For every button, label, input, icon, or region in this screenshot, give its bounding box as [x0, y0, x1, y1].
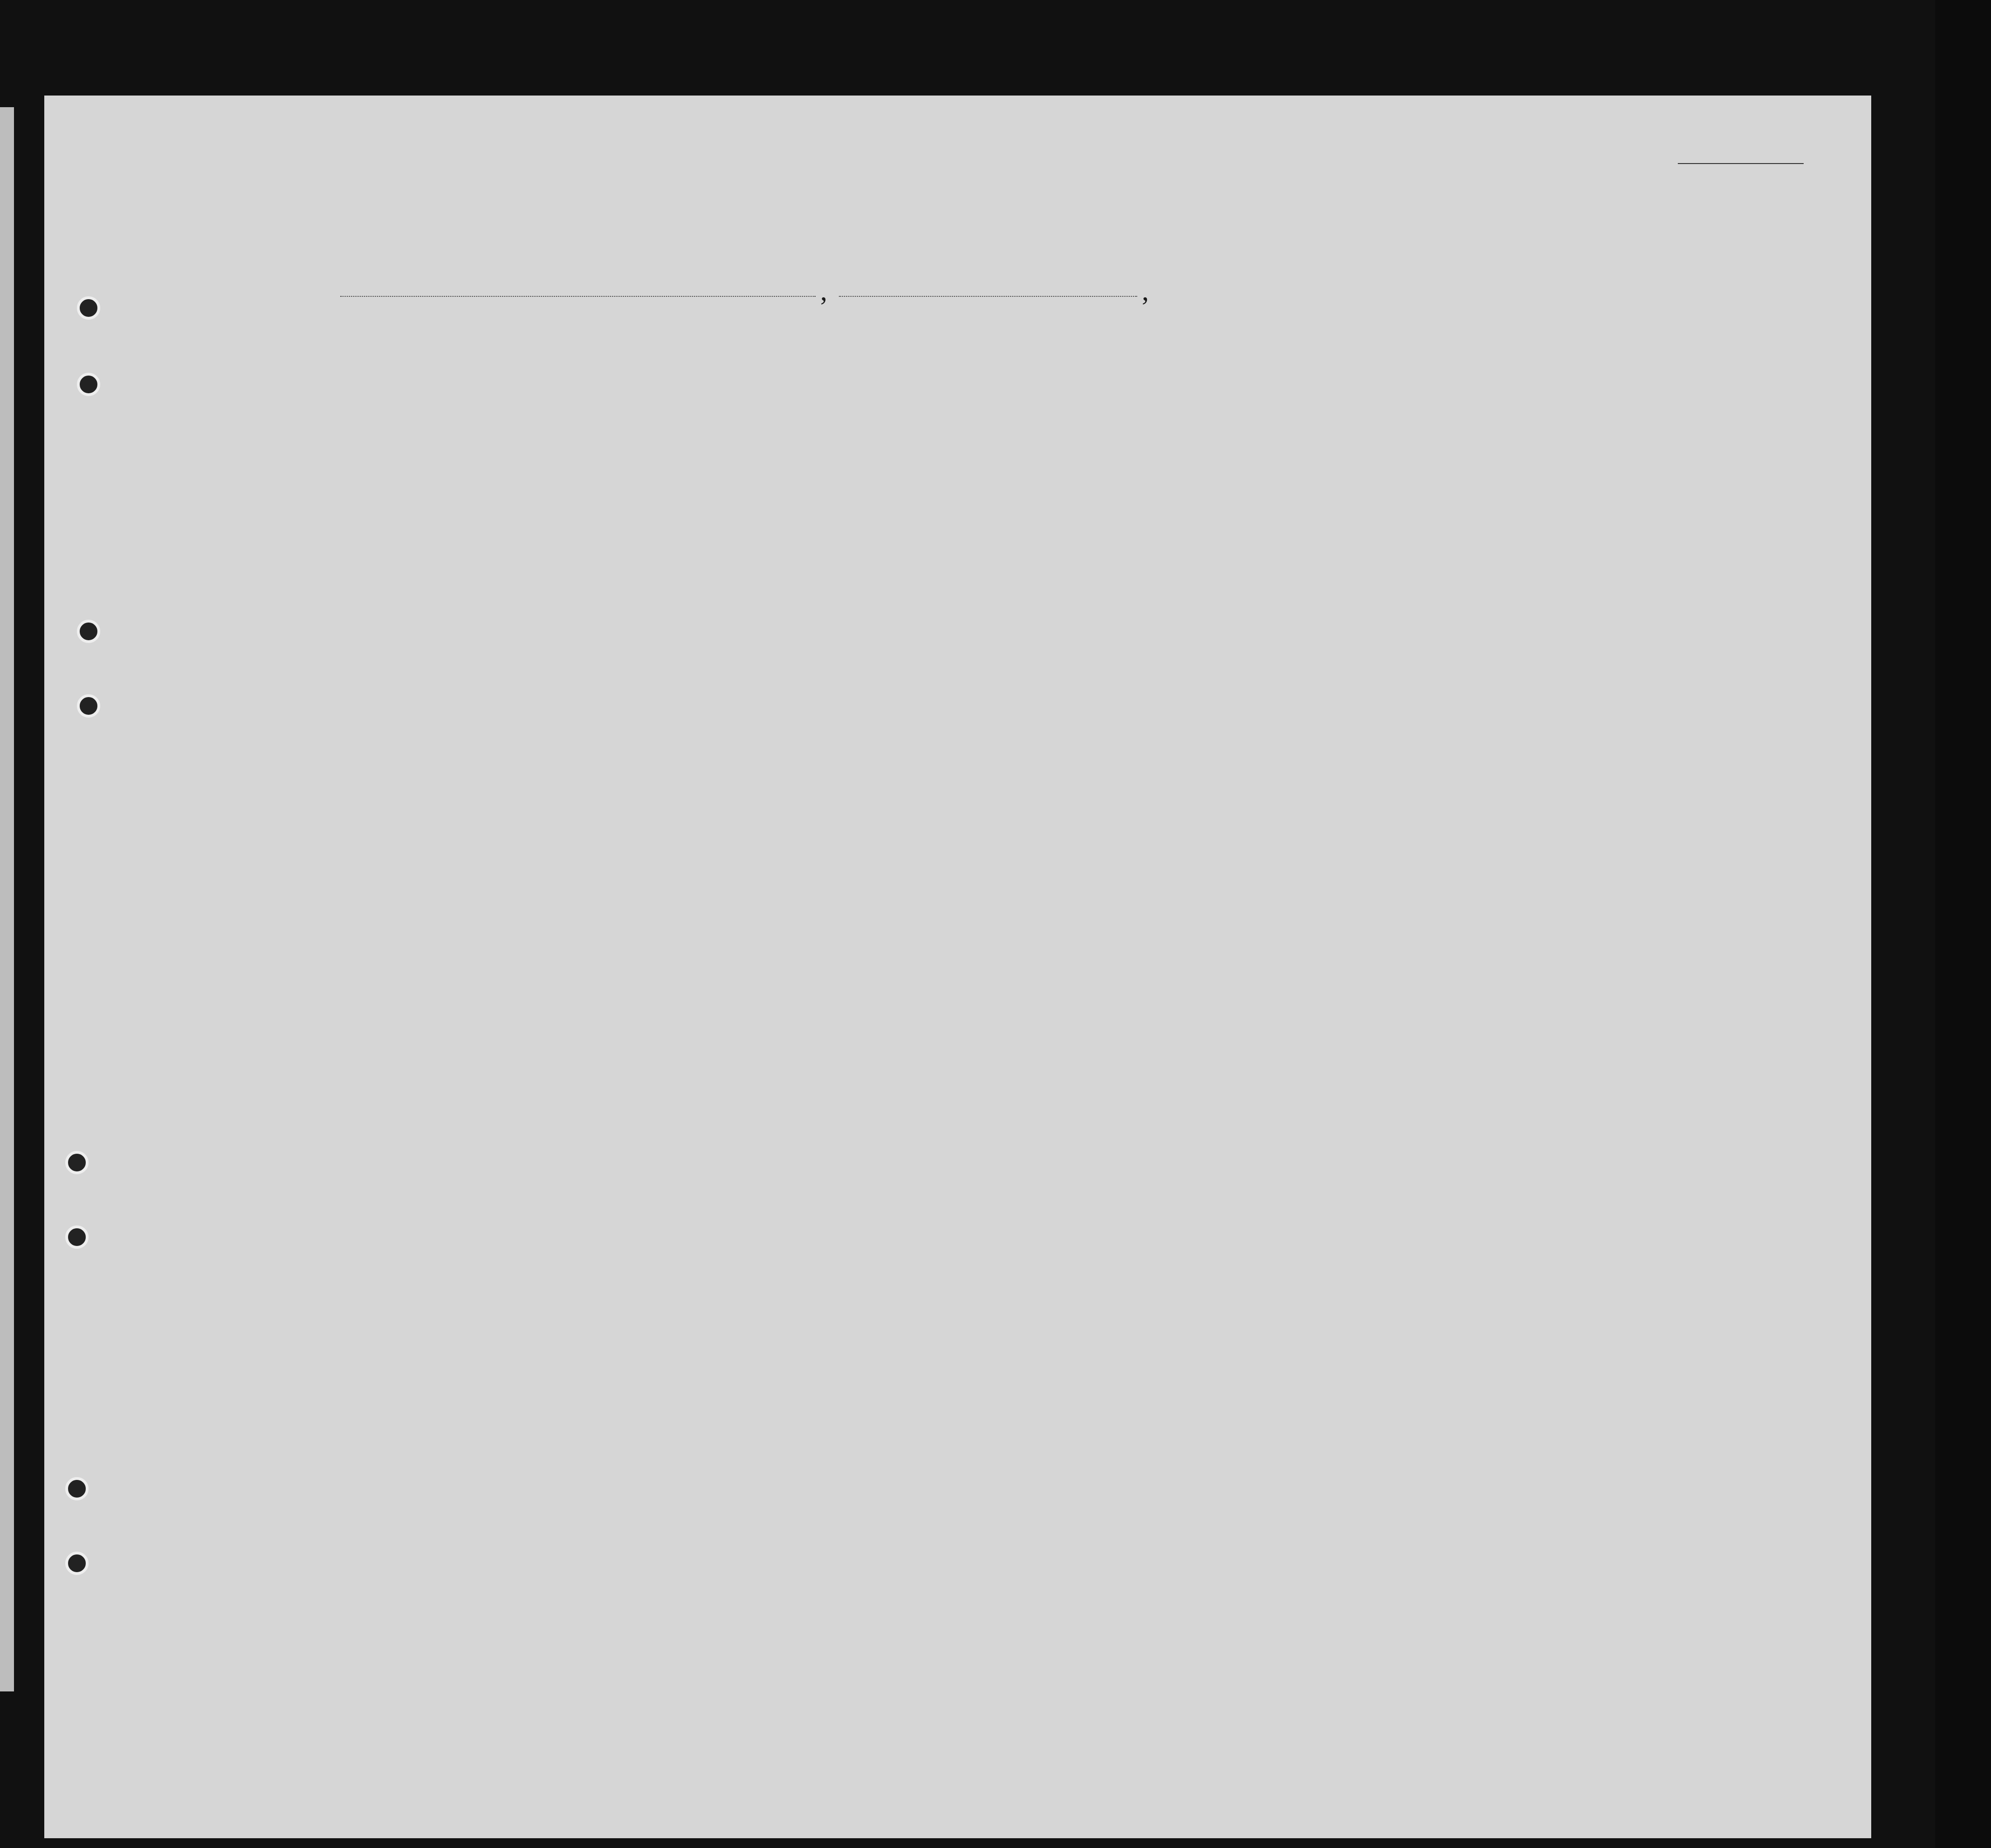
- binder-hole-icon: [65, 1151, 89, 1174]
- binder-hole-icon: [65, 1552, 89, 1575]
- adjacent-page-strip: [0, 107, 14, 1691]
- comma: ,: [820, 275, 827, 306]
- binder-hole-icon: [77, 694, 100, 718]
- date-underline: [839, 296, 1137, 297]
- binder-hole-icon: [65, 1225, 89, 1249]
- binder-hole-icon: [77, 296, 100, 320]
- binder-hole-icon: [77, 620, 100, 643]
- manifest-table: [100, 317, 1867, 1636]
- comma: ,: [1142, 275, 1149, 306]
- scanner-border: [1935, 0, 1991, 1848]
- list-underline: [1678, 163, 1804, 164]
- port-underline: [340, 296, 816, 297]
- binder-hole-icon: [65, 1477, 89, 1500]
- binder-hole-icon: [77, 373, 100, 396]
